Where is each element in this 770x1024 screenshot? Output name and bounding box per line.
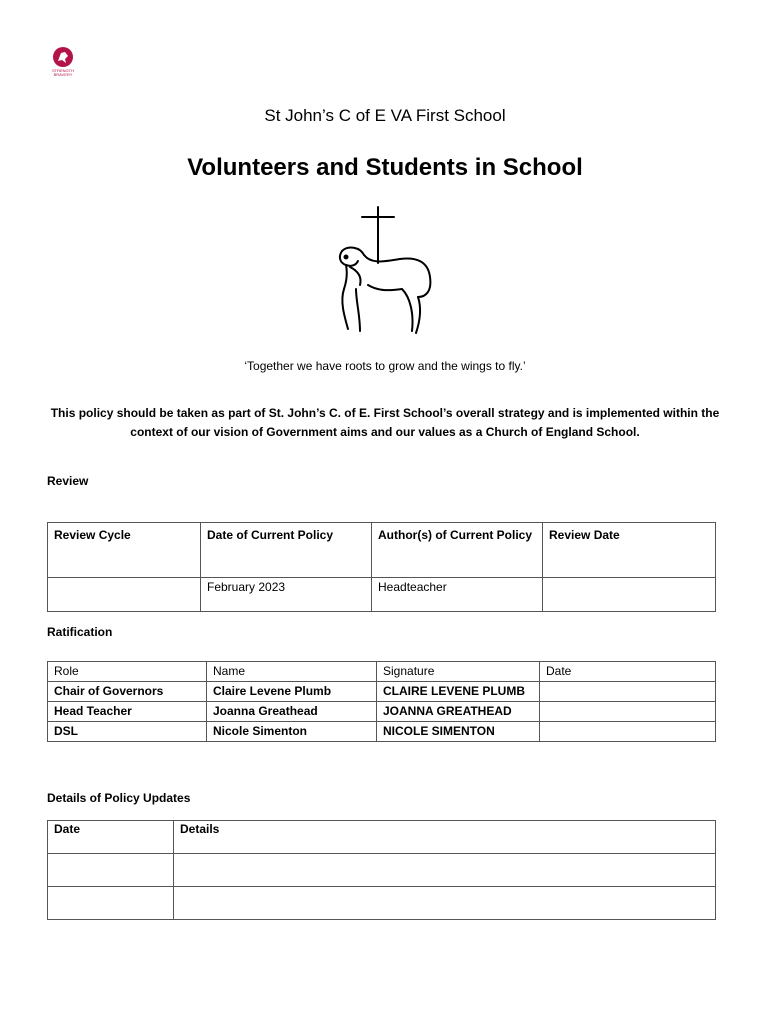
table-row [48, 662, 716, 682]
table-row [48, 702, 716, 722]
ratification-header-name: Name [207, 662, 377, 682]
review-heading: Review [47, 474, 89, 488]
updates-header-date: Date [48, 821, 174, 854]
lamb-and-cross-icon [326, 205, 444, 347]
school-motto: ‘Together we have roots to grow and the wings to fly.’ [244, 359, 526, 373]
ratification-heading: Ratification [47, 625, 113, 639]
table-row [48, 854, 716, 887]
signature-cell: JOANNA GREATHEAD [377, 702, 540, 722]
date-cell [540, 722, 716, 742]
ratification-header-signature: Signature [377, 662, 540, 682]
policy-updates-heading: Details of Policy Updates [47, 791, 191, 805]
review-header-date: Date of Current Policy [201, 523, 372, 578]
page-title: Volunteers and Students in School [187, 154, 583, 181]
table-row [48, 523, 716, 578]
table-row [48, 722, 716, 742]
ratification-header-role: Role [48, 662, 207, 682]
review-cycle-cell [48, 578, 201, 612]
table-row [48, 887, 716, 920]
name-cell: Claire Levene Plumb [207, 682, 377, 702]
ratification-header-date: Date [540, 662, 716, 682]
policy-statement: This policy should be taken as part of St. John’s C. of E. First School’s overall strategy and is implemented within the context of our vision of Government aims and our values as a Church of England School. [50, 406, 720, 439]
update-details-cell [174, 854, 716, 887]
update-details-cell [174, 887, 716, 920]
logo-caption: STRENGTH BRAVERY [52, 68, 74, 77]
role-cell: Chair of Governors [48, 682, 207, 702]
date-cell [540, 682, 716, 702]
date-cell [540, 702, 716, 722]
signature-cell: NICOLE SIMENTON [377, 722, 540, 742]
table-row [48, 821, 716, 854]
school-name: St John’s C of E VA First School [264, 106, 506, 125]
review-header-cycle: Review Cycle [48, 523, 201, 578]
update-date-cell [48, 854, 174, 887]
review-table [47, 522, 716, 612]
role-cell: DSL [48, 722, 207, 742]
table-row [48, 682, 716, 702]
updates-header-details: Details [174, 821, 716, 854]
ratification-table [47, 661, 716, 742]
signature-cell: CLAIRE LEVENE PLUMB [377, 682, 540, 702]
update-date-cell [48, 887, 174, 920]
review-date-cell [543, 578, 716, 612]
name-cell: Joanna Greathead [207, 702, 377, 722]
author-cell: Headteacher [372, 578, 543, 612]
review-header-author: Author(s) of Current Policy [372, 523, 543, 578]
review-header-review-date: Review Date [543, 523, 716, 578]
school-crest-logo [46, 44, 80, 84]
table-row [48, 578, 716, 612]
role-cell: Head Teacher [48, 702, 207, 722]
current-policy-date-cell: February 2023 [201, 578, 372, 612]
name-cell: Nicole Simenton [207, 722, 377, 742]
policy-updates-table [47, 820, 716, 920]
